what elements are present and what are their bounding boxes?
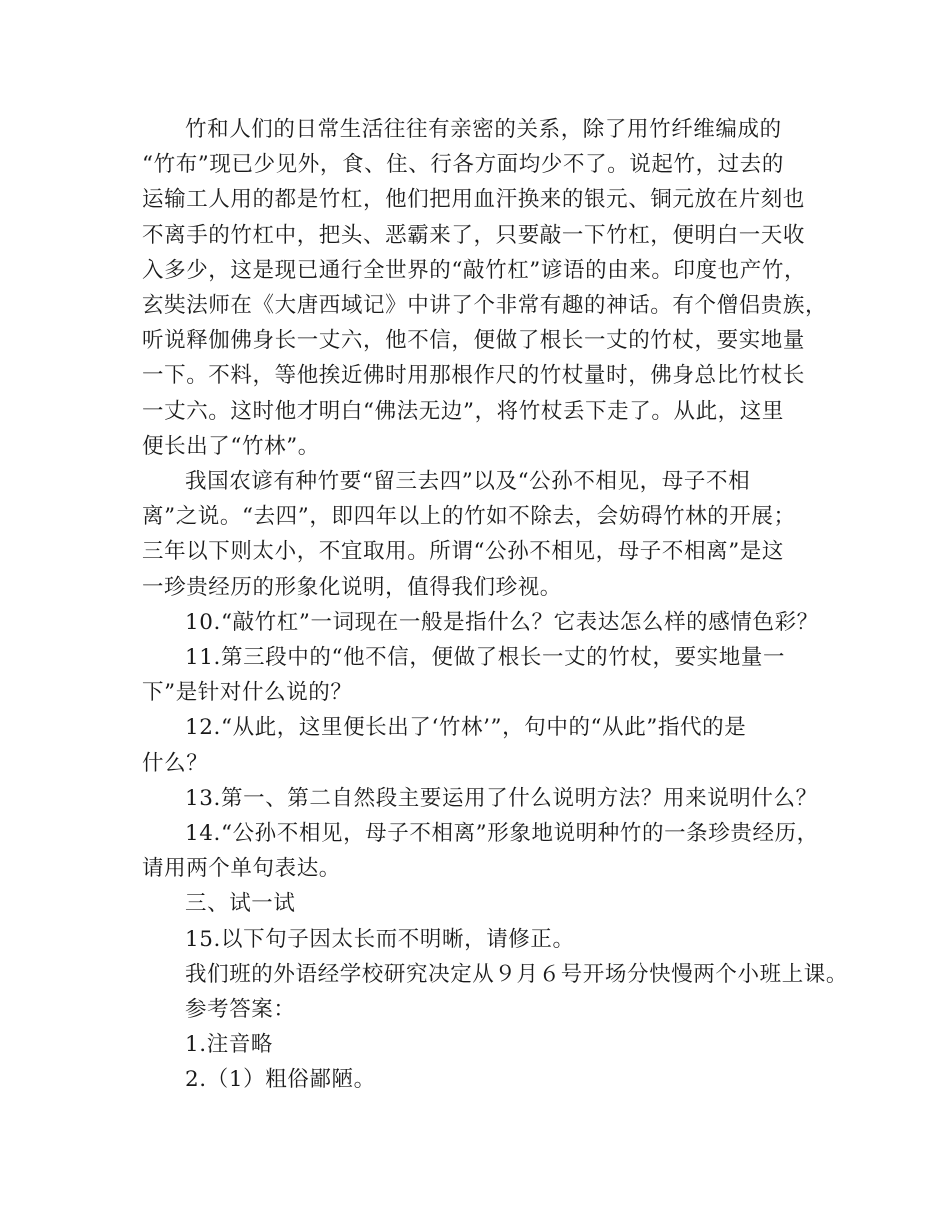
text-line: 三年以下则太小，不宜取用。所谓“公孙不相见，母子不相离”是这: [142, 539, 784, 565]
paragraph-bamboo-daily-life: [142, 112, 828, 464]
text-line: 离”之说。“去四”，即四年以上的竹如不除去，会妨碍竹林的开展；: [142, 504, 796, 530]
text-line: 14.“公孙不相见，母子不相离”形象地说明种竹的一条珍贵经历，: [185, 821, 819, 847]
text-line: 三、试一试: [185, 891, 296, 917]
text-line: 玄奘法师在《大唐西域记》中讲了个非常有趣的神话。有个僧侣贵族，: [142, 293, 828, 319]
question-15: [142, 922, 822, 957]
section-heading-3: [142, 886, 822, 921]
text-line: 11.第三段中的“他不信，便做了根长一丈的竹杖，要实地量一: [185, 645, 786, 671]
question-13: [142, 781, 822, 816]
text-line: 竹和人们的日常生活往往有亲密的关系，除了用竹纤维编成的: [185, 117, 782, 142]
text-line: 运输工人用的都是竹杠，他们把用血汗换来的银元、铜元放在片刻也: [142, 187, 806, 213]
text-line: 一珍贵经历的形象化说明，值得我们珍视。: [142, 574, 562, 600]
text-line: 10.“敲竹杠”一词现在一般是指什么？它表达怎么样的感情色彩？: [185, 609, 819, 635]
text-line: 我国农谚有种竹要“留三去四”以及“公孙不相见，母子不相: [185, 469, 751, 495]
text-line: 不离手的竹杠中，把头、恶霸来了，只要敲一下竹杠，便明白一天收: [142, 222, 806, 248]
text-line: 请用两个单句表达。: [142, 856, 341, 882]
text-line: 参考答案：: [185, 997, 296, 1023]
text-line: 1.注音略: [185, 1032, 274, 1058]
text-line: 什么？: [142, 750, 209, 776]
answers-heading: [142, 992, 822, 1027]
text-line: 下”是针对什么说的？: [142, 680, 353, 706]
question-11: [142, 640, 822, 710]
text-line: “竹布”现已少见外，食、住、行各方面均少不了。说起竹，过去的: [142, 152, 784, 178]
text-line: 一下。不料，等他挨近佛时用那根作尺的竹杖量时，佛身总比竹杖长: [142, 363, 806, 389]
text-line: 入多少，这是现已通行全世界的“敲竹杠”谚语的由来。印度也产竹，: [142, 257, 807, 283]
question-15-sentence: [142, 957, 849, 992]
text-line: 2.（1）粗俗鄙陋。: [185, 1067, 376, 1093]
text-line: 我们班的外语经学校研究决定从９月６号开场分快慢两个小班上课。: [185, 961, 849, 987]
paragraph-farming-proverb: [142, 464, 822, 605]
text-line: 12.“从此，这里便长出了‘竹林’”，句中的“从此”指代的是: [185, 715, 747, 741]
question-14: [142, 816, 822, 886]
text-line: 15.以下句子因太长而不明晰，请修正。: [185, 926, 575, 952]
answer-2: [142, 1062, 822, 1097]
question-10: [142, 605, 822, 640]
answer-1: [142, 1027, 822, 1062]
text-line: 便长出了“竹林”。: [142, 433, 320, 459]
question-12: [142, 710, 822, 780]
document-body: [142, 112, 849, 1098]
text-line: 13.第一、第二自然段主要运用了什么说明方法？用来说明什么？: [185, 785, 818, 811]
text-line: 一丈六。这时他才明白“佛法无边”，将竹杖丢下走了。从此，这里: [142, 398, 784, 424]
text-line: 听说释伽佛身长一丈六，他不信，便做了根长一丈的竹杖，要实地量: [142, 328, 806, 354]
